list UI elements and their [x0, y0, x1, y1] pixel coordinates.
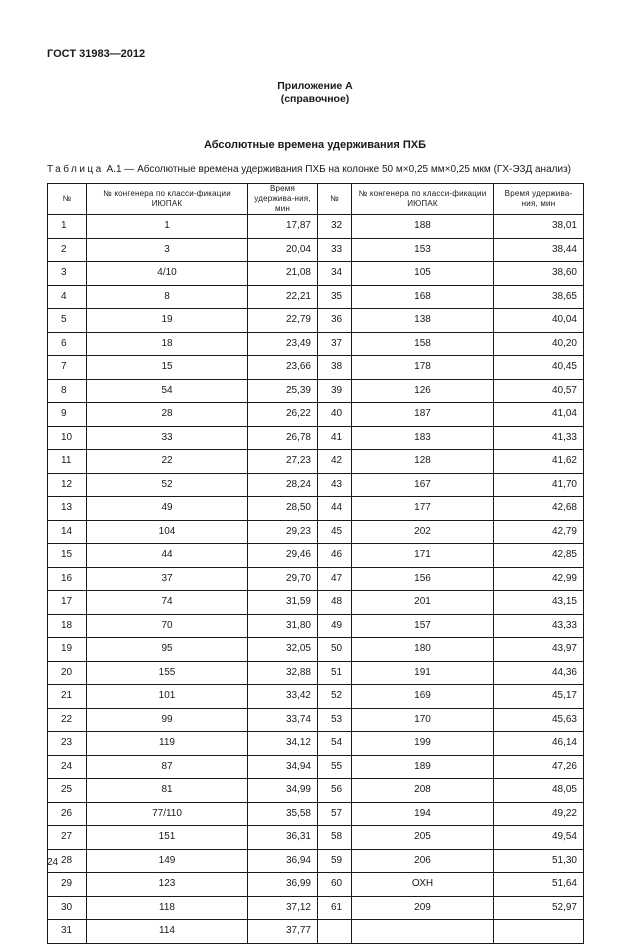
cell-congener: 104 — [87, 520, 248, 544]
annex-subtitle: (справочное) — [280, 93, 350, 105]
cell-congener: 101 — [87, 685, 248, 709]
table-header-row — [48, 184, 584, 215]
cell-time: 40,04 — [494, 309, 584, 333]
cell-num: 49 — [318, 614, 352, 638]
cell-time: 34,12 — [248, 732, 318, 756]
table-row — [48, 544, 584, 568]
cell-congener: 126 — [352, 379, 494, 403]
cell-num: 36 — [318, 309, 352, 333]
cell-time: 36,94 — [248, 849, 318, 873]
cell-time: 38,65 — [494, 285, 584, 309]
cell-congener: 208 — [352, 779, 494, 803]
cell-num: 25 — [48, 779, 87, 803]
cell-time: 38,01 — [494, 215, 584, 239]
cell-congener: 3 — [87, 238, 248, 262]
cell-time: 32,05 — [248, 638, 318, 662]
table-row — [48, 685, 584, 709]
cell-congener: 151 — [87, 826, 248, 850]
cell-congener — [352, 920, 494, 944]
cell-congener: 52 — [87, 473, 248, 497]
cell-congener: 178 — [352, 356, 494, 380]
cell-congener: 99 — [87, 708, 248, 732]
table-row — [48, 473, 584, 497]
cell-num: 40 — [318, 403, 352, 427]
cell-num: 58 — [318, 826, 352, 850]
table-row — [48, 755, 584, 779]
cell-congener: 123 — [87, 873, 248, 897]
cell-num: 7 — [48, 356, 87, 380]
cell-num: 29 — [48, 873, 87, 897]
cell-time: 43,97 — [494, 638, 584, 662]
cell-time: 52,97 — [494, 896, 584, 920]
cell-num: 17 — [48, 591, 87, 615]
cell-num: 12 — [48, 473, 87, 497]
table-caption-text: А.1 — Абсолютные времена удерживания ПХБ на колонке 50 м×0,25 мм×0,25 мкм (ГХ-ЭЗД анализ) — [103, 164, 571, 175]
cell-time: 27,23 — [248, 450, 318, 474]
cell-num: 19 — [48, 638, 87, 662]
cell-time: 28,24 — [248, 473, 318, 497]
table-caption — [47, 164, 571, 175]
cell-congener: 49 — [87, 497, 248, 521]
cell-num: 55 — [318, 755, 352, 779]
cell-congener: 189 — [352, 755, 494, 779]
cell-congener: 191 — [352, 661, 494, 685]
cell-congener: 105 — [352, 262, 494, 286]
cell-congener: 201 — [352, 591, 494, 615]
retention-times-table — [47, 183, 584, 944]
cell-num: 48 — [318, 591, 352, 615]
cell-num: 22 — [48, 708, 87, 732]
cell-congener: 15 — [87, 356, 248, 380]
cell-num: 30 — [48, 896, 87, 920]
cell-time: 23,66 — [248, 356, 318, 380]
cell-time: 42,99 — [494, 567, 584, 591]
cell-congener: 138 — [352, 309, 494, 333]
cell-time: 42,79 — [494, 520, 584, 544]
table-row — [48, 614, 584, 638]
cell-congener: 188 — [352, 215, 494, 239]
cell-num: 47 — [318, 567, 352, 591]
table-row — [48, 450, 584, 474]
cell-time: 31,59 — [248, 591, 318, 615]
cell-num: 23 — [48, 732, 87, 756]
cell-num: 20 — [48, 661, 87, 685]
cell-num: 44 — [318, 497, 352, 521]
table-row — [48, 215, 584, 239]
cell-time: 49,54 — [494, 826, 584, 850]
table-row — [48, 262, 584, 286]
cell-num: 21 — [48, 685, 87, 709]
column-header-num: № — [48, 184, 87, 215]
cell-congener: 168 — [352, 285, 494, 309]
cell-time: 28,50 — [248, 497, 318, 521]
cell-time: 37,77 — [248, 920, 318, 944]
cell-num: 8 — [48, 379, 87, 403]
cell-num: 51 — [318, 661, 352, 685]
cell-congener: 8 — [87, 285, 248, 309]
table-row — [48, 238, 584, 262]
cell-congener: 77/110 — [87, 802, 248, 826]
table-caption-label: Таблица — [47, 164, 104, 175]
cell-congener: 206 — [352, 849, 494, 873]
cell-time: 29,46 — [248, 544, 318, 568]
cell-num: 3 — [48, 262, 87, 286]
cell-time: 51,64 — [494, 873, 584, 897]
cell-time: 22,21 — [248, 285, 318, 309]
table-row — [48, 426, 584, 450]
cell-time: 45,17 — [494, 685, 584, 709]
column-header-congener: № конгенера по класси-фикации ИЮПАК — [87, 184, 248, 215]
cell-congener: 18 — [87, 332, 248, 356]
cell-congener: 118 — [87, 896, 248, 920]
cell-num: 15 — [48, 544, 87, 568]
table-row — [48, 379, 584, 403]
cell-time: 29,70 — [248, 567, 318, 591]
cell-time: 22,79 — [248, 309, 318, 333]
cell-time: 21,08 — [248, 262, 318, 286]
cell-congener: 171 — [352, 544, 494, 568]
cell-time: 25,39 — [248, 379, 318, 403]
table-row — [48, 285, 584, 309]
cell-num: 35 — [318, 285, 352, 309]
column-header-time: Время удержива-ния, мин — [248, 184, 318, 215]
cell-num: 28 — [48, 849, 87, 873]
table-row — [48, 779, 584, 803]
cell-time: 42,85 — [494, 544, 584, 568]
cell-time: 17,87 — [248, 215, 318, 239]
cell-time: 44,36 — [494, 661, 584, 685]
cell-num: 60 — [318, 873, 352, 897]
cell-num: 46 — [318, 544, 352, 568]
cell-congener: 22 — [87, 450, 248, 474]
cell-congener: 194 — [352, 802, 494, 826]
cell-congener: ОХН — [352, 873, 494, 897]
section-title: Абсолютные времена удерживания ПХБ — [203, 139, 427, 151]
cell-congener: 128 — [352, 450, 494, 474]
cell-time: 31,80 — [248, 614, 318, 638]
table-row — [48, 567, 584, 591]
table-row — [48, 826, 584, 850]
cell-time: 38,44 — [494, 238, 584, 262]
cell-time — [494, 920, 584, 944]
page-number: 24 — [47, 857, 59, 868]
cell-num: 56 — [318, 779, 352, 803]
cell-num: 32 — [318, 215, 352, 239]
cell-num: 24 — [48, 755, 87, 779]
cell-time: 23,49 — [248, 332, 318, 356]
cell-num: 41 — [318, 426, 352, 450]
cell-congener: 114 — [87, 920, 248, 944]
cell-congener: 19 — [87, 309, 248, 333]
cell-num: 57 — [318, 802, 352, 826]
cell-congener: 155 — [87, 661, 248, 685]
table-row — [48, 896, 584, 920]
cell-num: 26 — [48, 802, 87, 826]
column-header-num: № — [318, 184, 352, 215]
cell-congener: 205 — [352, 826, 494, 850]
cell-time: 41,33 — [494, 426, 584, 450]
cell-time: 20,04 — [248, 238, 318, 262]
cell-num: 18 — [48, 614, 87, 638]
cell-time: 32,88 — [248, 661, 318, 685]
table-row — [48, 708, 584, 732]
cell-num: 1 — [48, 215, 87, 239]
table-row — [48, 356, 584, 380]
table-row — [48, 309, 584, 333]
table-row — [48, 591, 584, 615]
cell-congener: 180 — [352, 638, 494, 662]
cell-congener: 44 — [87, 544, 248, 568]
cell-num: 34 — [318, 262, 352, 286]
cell-congener: 199 — [352, 732, 494, 756]
table-row — [48, 732, 584, 756]
table-row — [48, 520, 584, 544]
cell-time: 33,42 — [248, 685, 318, 709]
cell-congener: 153 — [352, 238, 494, 262]
cell-num: 38 — [318, 356, 352, 380]
cell-num: 59 — [318, 849, 352, 873]
cell-congener: 4/10 — [87, 262, 248, 286]
table-row — [48, 802, 584, 826]
cell-time: 46,14 — [494, 732, 584, 756]
cell-time: 41,04 — [494, 403, 584, 427]
cell-num: 53 — [318, 708, 352, 732]
cell-num: 9 — [48, 403, 87, 427]
cell-congener: 187 — [352, 403, 494, 427]
cell-num: 43 — [318, 473, 352, 497]
cell-time: 29,23 — [248, 520, 318, 544]
cell-num: 13 — [48, 497, 87, 521]
annex-heading — [0, 80, 630, 106]
cell-time: 47,26 — [494, 755, 584, 779]
cell-num: 54 — [318, 732, 352, 756]
cell-congener: 209 — [352, 896, 494, 920]
cell-congener: 149 — [87, 849, 248, 873]
cell-congener: 202 — [352, 520, 494, 544]
cell-num: 10 — [48, 426, 87, 450]
cell-num: 50 — [318, 638, 352, 662]
cell-congener: 28 — [87, 403, 248, 427]
cell-congener: 54 — [87, 379, 248, 403]
cell-num: 37 — [318, 332, 352, 356]
annex-title: Приложение А — [277, 80, 353, 92]
cell-num: 52 — [318, 685, 352, 709]
cell-congener: 156 — [352, 567, 494, 591]
cell-time: 34,99 — [248, 779, 318, 803]
cell-congener: 170 — [352, 708, 494, 732]
table-row — [48, 638, 584, 662]
table-row — [48, 332, 584, 356]
cell-time: 48,05 — [494, 779, 584, 803]
column-header-congener: № конгенера по класси-фикации ИЮПАК — [352, 184, 494, 215]
table-row — [48, 873, 584, 897]
cell-num: 33 — [318, 238, 352, 262]
cell-time: 43,15 — [494, 591, 584, 615]
cell-time: 41,62 — [494, 450, 584, 474]
cell-num: 16 — [48, 567, 87, 591]
cell-num: 45 — [318, 520, 352, 544]
cell-time: 26,22 — [248, 403, 318, 427]
cell-congener: 70 — [87, 614, 248, 638]
cell-congener: 157 — [352, 614, 494, 638]
cell-congener: 183 — [352, 426, 494, 450]
cell-congener: 81 — [87, 779, 248, 803]
cell-time: 33,74 — [248, 708, 318, 732]
table-row — [48, 497, 584, 521]
cell-congener: 87 — [87, 755, 248, 779]
cell-num: 6 — [48, 332, 87, 356]
cell-time: 35,58 — [248, 802, 318, 826]
cell-time: 51,30 — [494, 849, 584, 873]
cell-congener: 119 — [87, 732, 248, 756]
cell-num — [318, 920, 352, 944]
cell-congener: 74 — [87, 591, 248, 615]
cell-congener: 33 — [87, 426, 248, 450]
cell-num: 31 — [48, 920, 87, 944]
column-header-time: Время удержива-ния, мин — [494, 184, 584, 215]
cell-time: 40,57 — [494, 379, 584, 403]
cell-num: 4 — [48, 285, 87, 309]
cell-time: 43,33 — [494, 614, 584, 638]
cell-num: 42 — [318, 450, 352, 474]
table-row — [48, 849, 584, 873]
cell-congener: 177 — [352, 497, 494, 521]
cell-num: 2 — [48, 238, 87, 262]
cell-time: 37,12 — [248, 896, 318, 920]
cell-time: 26,78 — [248, 426, 318, 450]
cell-time: 49,22 — [494, 802, 584, 826]
cell-congener: 37 — [87, 567, 248, 591]
cell-num: 14 — [48, 520, 87, 544]
document-code: ГОСТ 31983—2012 — [47, 48, 146, 60]
cell-num: 61 — [318, 896, 352, 920]
cell-time: 34,94 — [248, 755, 318, 779]
table-body — [48, 215, 584, 944]
cell-time: 41,70 — [494, 473, 584, 497]
cell-time: 42,68 — [494, 497, 584, 521]
cell-time: 40,20 — [494, 332, 584, 356]
cell-num: 11 — [48, 450, 87, 474]
cell-num: 5 — [48, 309, 87, 333]
cell-congener: 167 — [352, 473, 494, 497]
cell-congener: 1 — [87, 215, 248, 239]
table-row — [48, 403, 584, 427]
cell-time: 40,45 — [494, 356, 584, 380]
table-row — [48, 920, 584, 944]
cell-time: 45,63 — [494, 708, 584, 732]
cell-time: 36,31 — [248, 826, 318, 850]
cell-num: 27 — [48, 826, 87, 850]
cell-time: 36,99 — [248, 873, 318, 897]
table-row — [48, 661, 584, 685]
cell-congener: 95 — [87, 638, 248, 662]
cell-num: 39 — [318, 379, 352, 403]
cell-congener: 169 — [352, 685, 494, 709]
cell-congener: 158 — [352, 332, 494, 356]
cell-time: 38,60 — [494, 262, 584, 286]
